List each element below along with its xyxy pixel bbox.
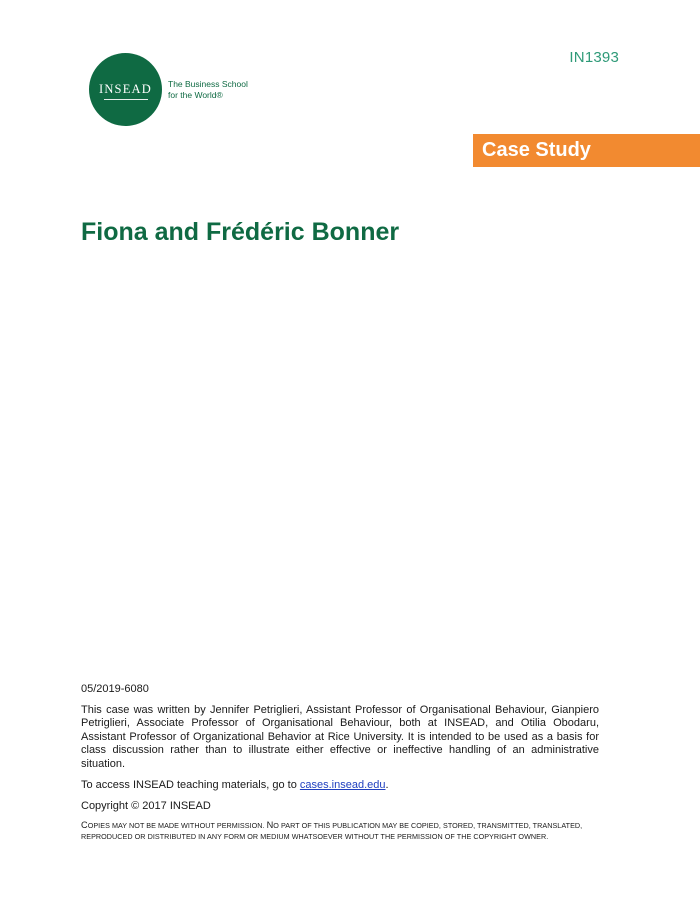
access-line xyxy=(81,779,599,793)
logo-circle xyxy=(89,53,162,126)
logo-tagline xyxy=(168,79,248,101)
copy-notice xyxy=(81,820,599,842)
logo-tagline-line1: The Business School xyxy=(168,78,248,89)
cases-link[interactable]: cases.insead.edu xyxy=(299,779,386,791)
front-matter-footer xyxy=(81,683,599,842)
case-code: IN1393 xyxy=(569,49,619,66)
copyright-line: Copyright © 2017 INSEAD xyxy=(81,799,211,812)
document-title: Fiona and Frédéric Bonner xyxy=(81,218,400,246)
insead-logo xyxy=(89,53,248,126)
notice-a-cap: C xyxy=(81,820,88,830)
logo-wordmark: INSEAD xyxy=(98,82,153,97)
reference-number: 05/2019-6080 xyxy=(81,683,149,695)
case-study-badge: Case Study xyxy=(473,134,700,167)
access-suffix: . xyxy=(385,779,389,791)
authors-note: This case was written by Jennifer Petriglieri, Assistant Professor of Organisational Behaviour, Gianpiero Petriglieri, Associate Professor of Organisational Behaviour, both at INSEAD, and Otilia Obodaru, Assistant Professor of Organizational Behavior at Rice University. It is intended to be used as a basis for class discussion rather than to illustrate either effective or ineffective handling of an administrative situation. xyxy=(81,703,599,770)
notice-a-rest: OPIES MAY NOT BE MADE WITHOUT PERMISSION. xyxy=(87,821,267,830)
logo-underline xyxy=(104,99,148,100)
notice-b-rest: O PART OF THIS PUBLICATION MAY BE COPIED, STORED, TRANSMITTED, TRANSLATED, REPRODUCED OR DISTRIBUTED IN ANY FORM OR MEDIUM WHATSOEVER WITHOUT THE PERMISSION OF THE COPYRIGHT OWNER. xyxy=(81,821,583,841)
logo-tagline-line2: for the World® xyxy=(168,89,223,100)
access-prefix: To access INSEAD teaching materials, go to xyxy=(81,779,300,791)
notice-b-cap: N xyxy=(266,820,274,830)
